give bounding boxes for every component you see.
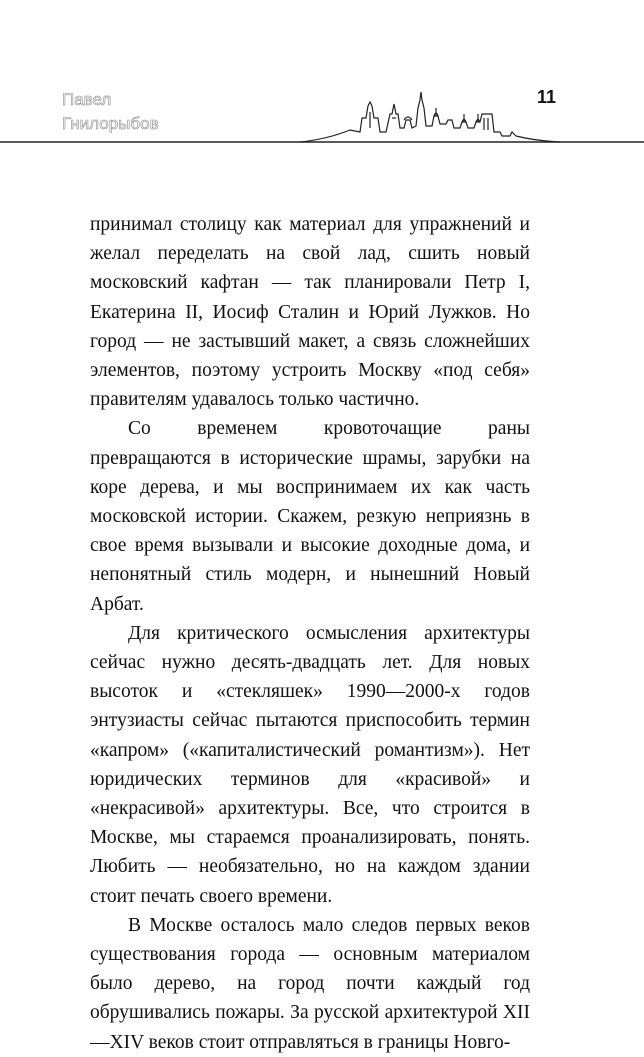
paragraph-4: В Москве осталось мало следов первых веков существования города — основным материалом было дерево, на город почти каждый год обрушивались пожары. За русской архитектурой XII—XIV веков стоит отправляться в границы Новго- (90, 914, 530, 1053)
page-number: 11 (537, 87, 557, 107)
author-first-name: Павел (62, 90, 112, 109)
page-header (0, 0, 644, 160)
paragraph-2: Со временем кровоточащие раны превращаются в исторические шрамы, зарубки на коре дерева, и мы воспринимаем их как часть московской истории. Скажем, резкую неприязнь в свое время вызывали и высокие доходные дома, и непонятный стиль модерн, и нынешний Новый Арбат. (90, 418, 530, 615)
moscow-skyline-icon (0, 92, 644, 152)
page-body (90, 210, 530, 1057)
paragraph-1: принимал столицу как материал для упражнений и желал переделать на свой лад, сшить новый московский кафтан — так планировали Петр I, Екатерина II, Иосиф Сталин и Юрий Лужков. Но город — не застывший макет, а связь сложнейших элементов, поэтому устроить Москву «под себя» правителям удавалось только частично. (90, 214, 530, 411)
paragraph-3: Для критического осмысления архитектуры сейчас нужно десять-двадцать лет. Для новых высоток и «стекляшек» 1990—2000-х годов энтузиасты сейчас пытаются приспособить термин «капром» («капиталистический романтизм»). Нет юридических терминов для «красивой» и «некрасивой» архитектуры. Все, что строится в Москве, мы стараемся проанализировать, понять. Любить — необязательно, но на каждом здании стоит печать своего времени. (90, 622, 530, 907)
author-last-name: Гнилорыбов (62, 114, 159, 133)
